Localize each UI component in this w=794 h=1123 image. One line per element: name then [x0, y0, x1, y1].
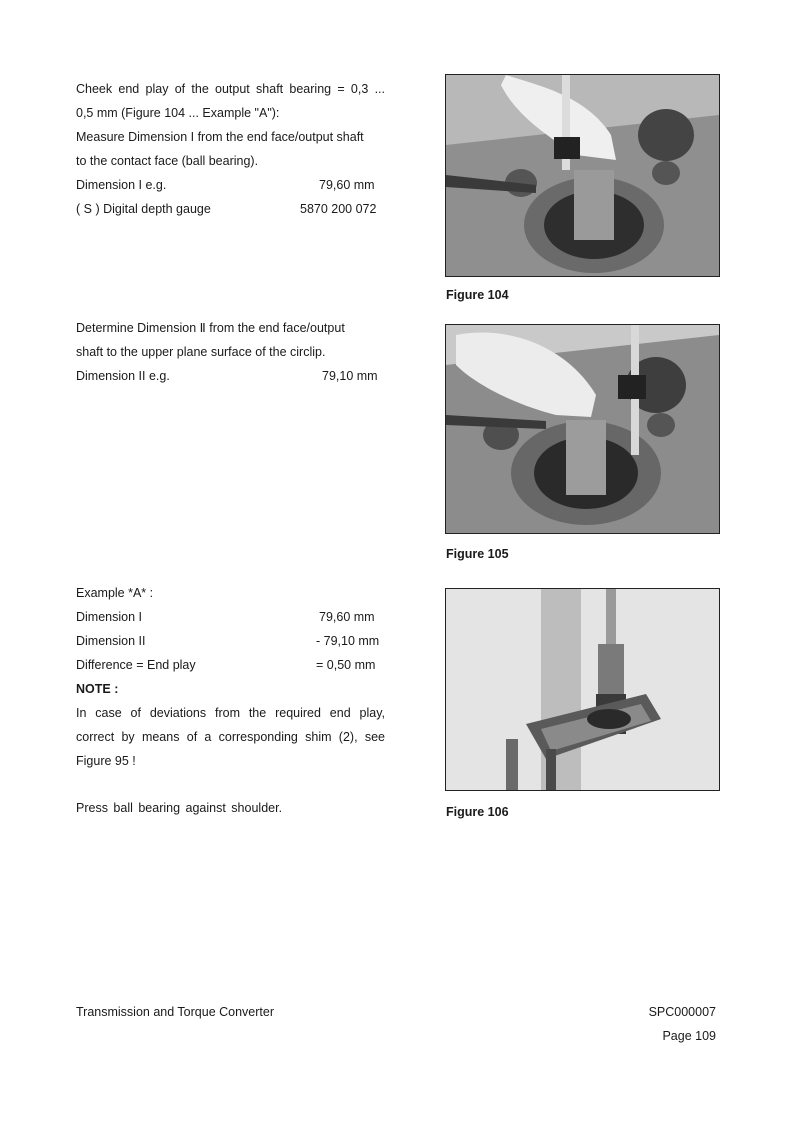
- text-line: Determine Dimension Ⅱ from the end face/output: [76, 321, 345, 335]
- text-line: Measure Dimension I from the end face/output shaft: [76, 130, 364, 144]
- dimension-label: Dimension I e.g.: [76, 178, 167, 192]
- document-code: SPC000007: [648, 1005, 716, 1019]
- dimension-value: 79,10 mm: [322, 369, 378, 383]
- dimension-label: Dimension II: [76, 634, 146, 648]
- difference-value: = 0,50 mm: [316, 658, 376, 672]
- note-line: In case of deviations from the required end play,: [76, 706, 385, 720]
- dimension-value: 79,60 mm: [319, 610, 375, 624]
- figure-caption: Figure 105: [446, 547, 509, 561]
- note-title: NOTE :: [76, 682, 119, 696]
- note-line: Figure 95 !: [76, 754, 136, 768]
- footer-title: Transmission and Torque Converter: [76, 1005, 275, 1019]
- example-heading: Example *A* :: [76, 586, 154, 600]
- figure-caption: Figure 104: [446, 288, 509, 302]
- note-line: correct by means of a corresponding shim (2), see: [76, 730, 385, 744]
- press-instruction: Press ball bearing against shoulder.: [76, 801, 283, 815]
- figure-105-photo: [445, 324, 720, 534]
- text-line: Cheek end play of the output shaft bearing = 0,3 ...: [76, 82, 385, 96]
- figure-caption: Figure 106: [446, 805, 509, 819]
- figure-104-photo: [445, 74, 720, 277]
- dimension-value: 79,60 mm: [319, 178, 375, 192]
- tool-label: ( S ) Digital depth gauge: [76, 202, 211, 216]
- dimension-label: Dimension II e.g.: [76, 369, 170, 383]
- page-number: Page 109: [662, 1029, 716, 1043]
- dimension-label: Dimension I: [76, 610, 142, 624]
- figure-106-photo: [445, 588, 720, 791]
- text-line: to the contact face (ball bearing).: [76, 154, 259, 168]
- dimension-value: - 79,10 mm: [316, 634, 380, 648]
- difference-label: Difference = End play: [76, 658, 196, 672]
- text-line: 0,5 mm (Figure 104 ... Example "A"):: [76, 106, 280, 120]
- tool-number: 5870 200 072: [300, 202, 377, 216]
- text-line: shaft to the upper plane surface of the circlip.: [76, 345, 326, 359]
